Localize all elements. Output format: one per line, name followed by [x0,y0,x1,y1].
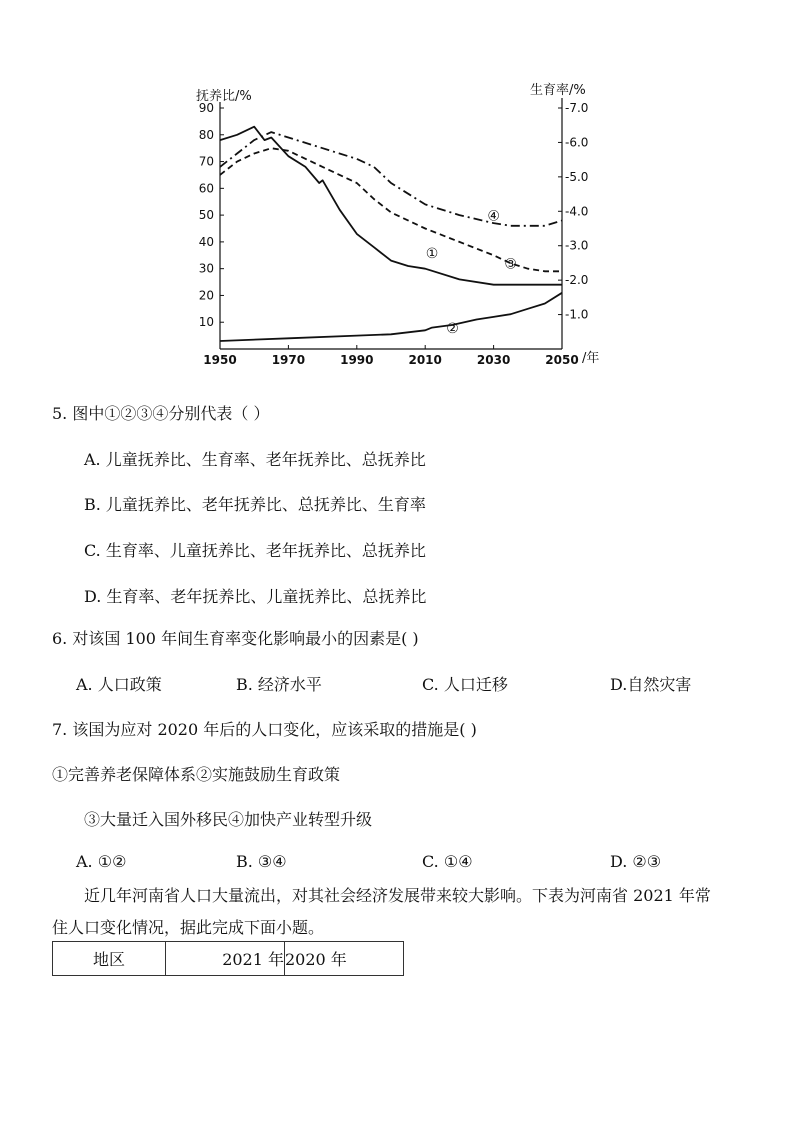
left-tick-label: 30 [198,261,214,276]
table-header-2020: 2020 年 [285,942,404,976]
question-5-option-a[interactable]: A. 儿童抚养比、生育率、老年抚养比、总抚养比 [84,450,426,469]
question-6-option-d[interactable]: D.自然灾害 [610,675,692,694]
left-axis-label: 抚养比/% [196,89,252,104]
question-7-option-a[interactable]: A. ①② [76,852,127,871]
dependency-ratio-chart [190,78,630,378]
x-axis-label: /年 [582,351,600,366]
x-tick-label: 2010 [408,353,442,367]
question-7-statement-2: ③大量迁入国外移民④加快产业转型升级 [84,810,373,829]
table-header-region: 地区 [53,942,166,976]
question-5-option-c[interactable]: C. 生育率、儿童抚养比、老年抚养比、总抚养比 [84,541,426,560]
series-annotation-4: ④ [487,208,500,225]
series-annotation-1: ① [425,245,439,262]
table-row [53,942,404,976]
left-tick-label: 90 [198,101,214,115]
left-tick-label: 10 [198,315,214,330]
left-tick-label: 40 [198,234,214,249]
question-7-statement-1: ①完善养老保障体系②实施鼓励生育政策 [52,765,341,784]
x-tick-label: 1970 [271,353,306,367]
question-6-option-b[interactable]: B. 经济水平 [236,675,322,694]
left-tick-label: 70 [198,154,214,169]
right-tick-label: -1.0 [565,307,589,322]
right-tick-label: -5.0 [565,169,589,184]
right-tick-label: -6.0 [565,135,589,150]
question-6-stem: 6. 对该国 100 年间生育率变化影响最小的因素是( ) [52,629,419,648]
series-line-3 [220,148,562,271]
question-6-option-a[interactable]: A. 人口政策 [76,675,162,694]
question-7-stem: 7. 该国为应对 2020 年后的人口变化，应该采取的措施是( ) [52,720,477,739]
right-tick-label: -4.0 [565,204,589,219]
question-6-option-c[interactable]: C. 人口迁移 [422,675,508,694]
series-annotation-3: ③ [504,256,517,273]
population-table [52,941,404,976]
x-tick-label: 2050 [545,353,579,367]
question-7-option-b[interactable]: B. ③④ [236,852,287,871]
series-line-2 [220,293,562,341]
right-tick-label: -2.0 [565,273,589,288]
question-7-option-c[interactable]: C. ①④ [422,852,473,871]
table-header-2021: 2021 年 [166,942,285,976]
x-tick-label: 2030 [476,353,511,367]
series-line-4 [220,132,562,226]
left-tick-label: 50 [198,208,214,223]
left-tick-label: 20 [198,288,214,303]
left-tick-label: 80 [198,127,214,142]
question-5-option-d[interactable]: D. 生育率、老年抚养比、儿童抚养比、总抚养比 [84,587,427,606]
right-axis-label: 生育率/% [530,83,586,98]
x-tick-label: 1950 [203,353,237,367]
right-tick-label: -7.0 [565,101,589,115]
question-7-option-d[interactable]: D. ②③ [610,852,662,871]
question-5-option-b[interactable]: B. 儿童抚养比、老年抚养比、总抚养比、生育率 [84,495,426,514]
question-5-stem: 5. 图中①②③④分别代表（ ） [52,404,270,423]
right-tick-label: -3.0 [565,238,589,253]
left-tick-label: 60 [198,181,214,196]
x-tick-label: 1990 [340,353,374,367]
series-annotation-2: ② [446,320,459,337]
passage: 近几年河南省人口大量流出，对其社会经济发展带来较大影响。下表为河南省 2021 年常住人口变化情况，据此完成下面小题。 [52,886,711,937]
